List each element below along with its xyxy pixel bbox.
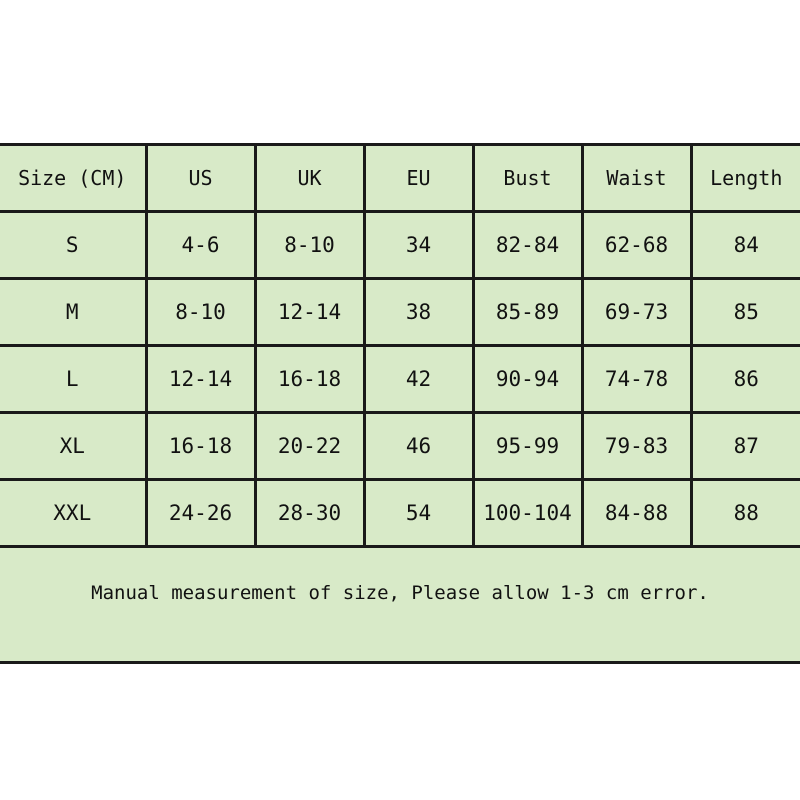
header-row bbox=[0, 146, 800, 212]
cell-size: L bbox=[0, 346, 146, 413]
cell-size: XXL bbox=[0, 480, 146, 546]
size-chart bbox=[0, 143, 800, 664]
table-row bbox=[0, 346, 800, 413]
size-table bbox=[0, 146, 800, 545]
cell-us: 12-14 bbox=[146, 346, 255, 413]
cell-length: 88 bbox=[691, 480, 800, 546]
table-row bbox=[0, 413, 800, 480]
header-eu: EU bbox=[364, 146, 473, 212]
cell-waist: 74-78 bbox=[582, 346, 691, 413]
header-bust: Bust bbox=[473, 146, 582, 212]
cell-length: 85 bbox=[691, 279, 800, 346]
cell-us: 16-18 bbox=[146, 413, 255, 480]
cell-uk: 8-10 bbox=[255, 212, 364, 279]
cell-bust: 95-99 bbox=[473, 413, 582, 480]
cell-waist: 69-73 bbox=[582, 279, 691, 346]
cell-us: 4-6 bbox=[146, 212, 255, 279]
header-length: Length bbox=[691, 146, 800, 212]
header-waist: Waist bbox=[582, 146, 691, 212]
cell-waist: 84-88 bbox=[582, 480, 691, 546]
cell-length: 87 bbox=[691, 413, 800, 480]
header-uk: UK bbox=[255, 146, 364, 212]
cell-eu: 54 bbox=[364, 480, 473, 546]
cell-eu: 46 bbox=[364, 413, 473, 480]
cell-uk: 28-30 bbox=[255, 480, 364, 546]
cell-waist: 79-83 bbox=[582, 413, 691, 480]
header-size: Size (CM) bbox=[0, 146, 146, 212]
cell-us: 24-26 bbox=[146, 480, 255, 546]
table-row bbox=[0, 279, 800, 346]
cell-eu: 34 bbox=[364, 212, 473, 279]
cell-length: 84 bbox=[691, 212, 800, 279]
measurement-note: Manual measurement of size, Please allow 1-3 cm error. bbox=[0, 545, 800, 638]
table-row bbox=[0, 212, 800, 279]
cell-eu: 38 bbox=[364, 279, 473, 346]
cell-waist: 62-68 bbox=[582, 212, 691, 279]
cell-bust: 82-84 bbox=[473, 212, 582, 279]
table-row bbox=[0, 480, 800, 546]
cell-uk: 12-14 bbox=[255, 279, 364, 346]
cell-size: XL bbox=[0, 413, 146, 480]
cell-us: 8-10 bbox=[146, 279, 255, 346]
cell-size: S bbox=[0, 212, 146, 279]
cell-size: M bbox=[0, 279, 146, 346]
cell-uk: 16-18 bbox=[255, 346, 364, 413]
cell-bust: 90-94 bbox=[473, 346, 582, 413]
cell-bust: 100-104 bbox=[473, 480, 582, 546]
header-us: US bbox=[146, 146, 255, 212]
cell-uk: 20-22 bbox=[255, 413, 364, 480]
cell-length: 86 bbox=[691, 346, 800, 413]
cell-eu: 42 bbox=[364, 346, 473, 413]
cell-bust: 85-89 bbox=[473, 279, 582, 346]
